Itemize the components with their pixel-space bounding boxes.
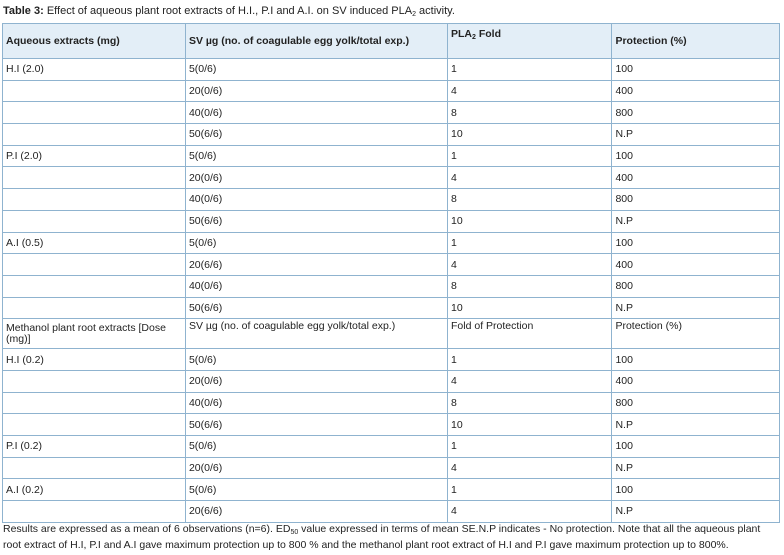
- cell-sv: 20(0/6): [185, 457, 447, 479]
- table-row: [3, 501, 780, 523]
- cell-protection: N.P: [612, 297, 780, 319]
- methanol-header-protection: Protection (%): [612, 319, 780, 349]
- cell-protection: N.P: [612, 457, 780, 479]
- cell-extract: [3, 297, 186, 319]
- cell-protection: 100: [612, 436, 780, 458]
- cell-fold: 8: [448, 275, 612, 297]
- cell-extract: P.I (2.0): [3, 145, 186, 167]
- cell-sv: 20(6/6): [185, 501, 447, 523]
- cell-sv: 50(6/6): [185, 414, 447, 436]
- cell-fold: 10: [448, 124, 612, 146]
- cell-fold: 10: [448, 414, 612, 436]
- table-row: [3, 457, 780, 479]
- cell-extract: [3, 102, 186, 124]
- cell-extract: [3, 370, 186, 392]
- cell-extract: H.I (0.2): [3, 349, 186, 371]
- header-protection: Protection (%): [612, 24, 780, 59]
- cell-sv: 50(6/6): [185, 124, 447, 146]
- cell-extract: [3, 457, 186, 479]
- footnote-text-end: value expressed in terms of mean SE.N.P indicates - No protection. Note that all the aqueous plant root extract of H.I, P.I and A.I gave maximum protection up to 800 % and the methanol plant root extract of H.I and P.I gave maximum protection up to 800%.: [3, 523, 761, 551]
- cell-extract: [3, 124, 186, 146]
- table-row: [3, 102, 780, 124]
- table-footnote: [3, 523, 781, 552]
- cell-sv: 20(0/6): [185, 370, 447, 392]
- table-row: [3, 392, 780, 414]
- cell-protection: 800: [612, 189, 780, 211]
- cell-sv: 20(0/6): [185, 167, 447, 189]
- cell-sv: 5(0/6): [185, 145, 447, 167]
- cell-protection: N.P: [612, 124, 780, 146]
- cell-fold: 8: [448, 189, 612, 211]
- cell-fold: 8: [448, 392, 612, 414]
- cell-sv: 40(0/6): [185, 392, 447, 414]
- header-pla-fold-text: Fold: [475, 28, 501, 40]
- cell-sv: 50(6/6): [185, 210, 447, 232]
- cell-fold: 1: [448, 349, 612, 371]
- table-row: [3, 232, 780, 254]
- cell-extract: A.I (0.5): [3, 232, 186, 254]
- cell-sv: 5(0/6): [185, 349, 447, 371]
- footnote-subscript: 50: [290, 529, 299, 536]
- methanol-header-extracts: Methanol plant root extracts [Dose (mg)]: [3, 319, 186, 349]
- cell-protection: N.P: [612, 210, 780, 232]
- methanol-header-sv: SV µg (no. of coagulable egg yolk/total exp.): [185, 319, 447, 349]
- cell-fold: 1: [448, 145, 612, 167]
- cell-fold: 4: [448, 370, 612, 392]
- caption-subscript: 2: [412, 11, 416, 18]
- cell-protection: 100: [612, 59, 780, 81]
- cell-extract: A.I (0.2): [3, 479, 186, 501]
- table-row: [3, 80, 780, 102]
- methanol-header-row: [3, 319, 780, 349]
- cell-extract: [3, 275, 186, 297]
- cell-fold: 8: [448, 102, 612, 124]
- cell-fold: 4: [448, 457, 612, 479]
- header-pla-subscript: 2: [472, 34, 476, 41]
- cell-fold: 4: [448, 80, 612, 102]
- cell-sv: 50(6/6): [185, 297, 447, 319]
- table-row: [3, 436, 780, 458]
- cell-protection: 100: [612, 479, 780, 501]
- cell-protection: N.P: [612, 414, 780, 436]
- cell-sv: 5(0/6): [185, 436, 447, 458]
- table-row: [3, 254, 780, 276]
- cell-extract: [3, 80, 186, 102]
- table-row: [3, 59, 780, 81]
- cell-fold: 1: [448, 232, 612, 254]
- cell-fold: 1: [448, 59, 612, 81]
- cell-extract: [3, 189, 186, 211]
- cell-sv: 5(0/6): [185, 479, 447, 501]
- caption-text: Effect of aqueous plant root extracts of H.I., P.I and A.I. on SV induced PLA: [43, 5, 413, 17]
- cell-fold: 1: [448, 479, 612, 501]
- cell-sv: 5(0/6): [185, 59, 447, 81]
- cell-protection: 100: [612, 349, 780, 371]
- table-row: [3, 189, 780, 211]
- cell-fold: 10: [448, 210, 612, 232]
- methanol-header-fold: Fold of Protection: [448, 319, 612, 349]
- table-row: [3, 275, 780, 297]
- cell-protection: 100: [612, 232, 780, 254]
- cell-sv: 40(0/6): [185, 102, 447, 124]
- cell-extract: [3, 254, 186, 276]
- table-row: [3, 145, 780, 167]
- caption-label: Table 3:: [3, 5, 44, 17]
- cell-extract: H.I (2.0): [3, 59, 186, 81]
- header-sv: SV µg (no. of coagulable egg yolk/total exp.): [185, 24, 447, 59]
- cell-fold: 4: [448, 501, 612, 523]
- results-table: [2, 23, 780, 523]
- methanol-rows: [3, 349, 780, 523]
- header-pla-fold: [448, 24, 612, 59]
- cell-fold: 4: [448, 167, 612, 189]
- table-header-row: [3, 24, 780, 59]
- table-row: [3, 370, 780, 392]
- cell-protection: 800: [612, 275, 780, 297]
- cell-sv: 40(0/6): [185, 189, 447, 211]
- cell-protection: 400: [612, 80, 780, 102]
- table-row: [3, 479, 780, 501]
- table-caption: [3, 5, 781, 21]
- cell-protection: 800: [612, 392, 780, 414]
- cell-sv: 20(0/6): [185, 80, 447, 102]
- footnote-text: Results are expressed as a mean of 6 observations (n=6). ED: [3, 523, 291, 535]
- cell-extract: [3, 414, 186, 436]
- cell-protection: 100: [612, 145, 780, 167]
- cell-extract: P.I (0.2): [3, 436, 186, 458]
- aqueous-rows: [3, 59, 780, 319]
- table-row: [3, 167, 780, 189]
- cell-protection: N.P: [612, 501, 780, 523]
- cell-fold: 1: [448, 436, 612, 458]
- cell-extract: [3, 392, 186, 414]
- header-pla-text: PLA: [451, 28, 473, 40]
- cell-fold: 10: [448, 297, 612, 319]
- cell-protection: 800: [612, 102, 780, 124]
- cell-sv: 5(0/6): [185, 232, 447, 254]
- cell-protection: 400: [612, 167, 780, 189]
- cell-extract: [3, 501, 186, 523]
- cell-protection: 400: [612, 370, 780, 392]
- cell-fold: 4: [448, 254, 612, 276]
- table-row: [3, 414, 780, 436]
- cell-extract: [3, 210, 186, 232]
- table-row: [3, 297, 780, 319]
- cell-sv: 40(0/6): [185, 275, 447, 297]
- table-row: [3, 210, 780, 232]
- caption-text-end: activity.: [416, 5, 455, 17]
- header-aqueous-extracts: Aqueous extracts (mg): [3, 24, 186, 59]
- table-row: [3, 349, 780, 371]
- cell-protection: 400: [612, 254, 780, 276]
- table-row: [3, 124, 780, 146]
- cell-extract: [3, 167, 186, 189]
- cell-sv: 20(6/6): [185, 254, 447, 276]
